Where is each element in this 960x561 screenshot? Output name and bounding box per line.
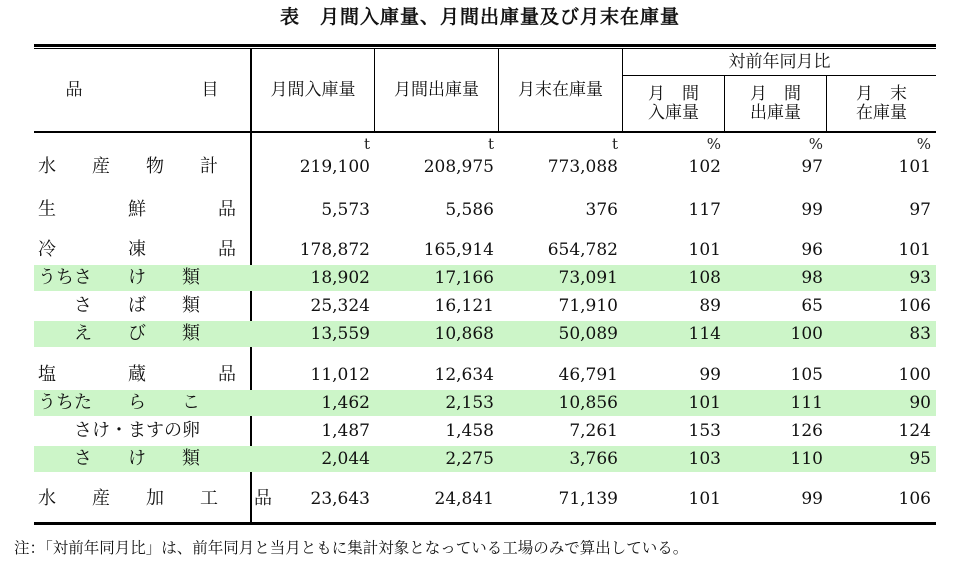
- row-label: さけ・ますの卵: [38, 420, 200, 441]
- unit-inbound: t: [363, 135, 370, 153]
- cell-stock: 50,089: [558, 324, 618, 344]
- cell-inbound: 1,487: [321, 421, 370, 441]
- cell-inbound: 5,573: [321, 200, 370, 220]
- cell-yoy-out: 96: [801, 240, 823, 260]
- cell-yoy-stock: 97: [909, 200, 931, 220]
- cell-yoy-in: 103: [688, 449, 721, 469]
- table-row: [34, 418, 936, 444]
- unit-yoy-inbound: %: [706, 135, 721, 153]
- cell-outbound: 10,868: [434, 324, 494, 344]
- cell-stock: 773,088: [547, 157, 618, 177]
- row-label: うちた ら こ: [38, 392, 200, 413]
- table-row: [34, 390, 936, 416]
- cell-inbound: 219,100: [299, 157, 370, 177]
- header-outbound: 月間出庫量: [394, 79, 479, 100]
- cell-yoy-in: 108: [688, 268, 721, 288]
- cell-yoy-stock: 101: [898, 157, 931, 177]
- page-title: 表 月間入庫量、月間出庫量及び月末在庫量: [279, 6, 680, 28]
- cell-yoy-stock: 93: [909, 268, 931, 288]
- header-yoy-stock: 月 末 在庫量: [856, 83, 907, 123]
- cell-inbound: 2,044: [321, 449, 370, 469]
- table-top-rule: [34, 44, 936, 47]
- cell-yoy-in: 102: [688, 157, 721, 177]
- header-yoy-inbound: 月 間 入庫量: [648, 83, 699, 123]
- cell-inbound: 11,012: [310, 365, 370, 385]
- cell-inbound: 13,559: [310, 324, 370, 344]
- cell-yoy-stock: 90: [909, 393, 931, 413]
- cell-yoy-out: 97: [801, 157, 823, 177]
- row-label: え び 類: [38, 323, 200, 344]
- row-label: 水 産 加 工 品: [38, 488, 272, 509]
- table-row: [34, 237, 936, 263]
- cell-stock: 46,791: [558, 365, 618, 385]
- table-row: [34, 265, 936, 291]
- table-row: [34, 321, 936, 347]
- cell-stock: 10,856: [558, 393, 618, 413]
- cell-yoy-stock: 100: [898, 365, 931, 385]
- cell-yoy-out: 99: [801, 200, 823, 220]
- cell-stock: 7,261: [569, 421, 618, 441]
- cell-stock: 73,091: [558, 268, 618, 288]
- table-row: [34, 486, 936, 512]
- cell-yoy-out: 99: [801, 489, 823, 509]
- header-yoy-outbound: 月 間 出庫量: [750, 83, 801, 123]
- table-row: [34, 197, 936, 223]
- cell-inbound: 25,324: [310, 296, 370, 316]
- cell-yoy-out: 105: [790, 365, 823, 385]
- cell-outbound: 1,458: [445, 421, 494, 441]
- cell-yoy-in: 114: [688, 324, 721, 344]
- header-item: 品 目: [65, 79, 219, 100]
- header-inbound: 月間入庫量: [270, 79, 356, 100]
- row-label: 生 鮮 品: [38, 199, 236, 220]
- row-label: さ け 類: [38, 448, 200, 469]
- cell-yoy-out: 100: [790, 324, 823, 344]
- cell-stock: 71,139: [558, 489, 618, 509]
- cell-yoy-in: 99: [699, 365, 721, 385]
- cell-yoy-stock: 95: [909, 449, 931, 469]
- stock-table: [34, 44, 936, 526]
- row-label: うちさ け 類: [38, 267, 200, 288]
- cell-stock: 376: [585, 200, 618, 220]
- cell-outbound: 208,975: [423, 157, 494, 177]
- table-bottom-rule: [34, 522, 936, 525]
- cell-inbound: 1,462: [321, 393, 370, 413]
- cell-outbound: 12,634: [434, 365, 494, 385]
- cell-outbound: 2,153: [445, 393, 494, 413]
- row-label: 塩 蔵 品: [38, 364, 236, 385]
- cell-outbound: 2,275: [445, 449, 494, 469]
- cell-outbound: 24,841: [434, 489, 494, 509]
- cell-outbound: 17,166: [434, 268, 494, 288]
- row-label: 冷 凍 品: [38, 239, 236, 260]
- cell-yoy-in: 101: [688, 240, 721, 260]
- row-label: 水 産 物 計: [38, 156, 218, 177]
- cell-yoy-stock: 106: [898, 296, 931, 316]
- cell-yoy-in: 89: [699, 296, 721, 316]
- header-stock: 月末在庫量: [518, 79, 603, 100]
- table-row: [34, 293, 936, 319]
- cell-yoy-out: 126: [790, 421, 823, 441]
- cell-yoy-in: 101: [688, 489, 721, 509]
- header-bottom-rule: [34, 131, 936, 133]
- cell-yoy-out: 98: [801, 268, 823, 288]
- cell-yoy-in: 101: [688, 393, 721, 413]
- cell-inbound: 18,902: [310, 268, 370, 288]
- row-label: さ ば 類: [38, 295, 200, 316]
- cell-yoy-out: 111: [790, 393, 823, 413]
- cell-outbound: 16,121: [434, 296, 494, 316]
- header-yoy-group: 対前年同月比: [728, 51, 831, 72]
- unit-yoy-stock: %: [916, 135, 931, 153]
- cell-yoy-stock: 101: [898, 240, 931, 260]
- table-row: [34, 362, 936, 388]
- cell-outbound: 5,586: [445, 200, 494, 220]
- unit-stock: t: [611, 135, 618, 153]
- cell-yoy-out: 110: [790, 449, 823, 469]
- cell-yoy-stock: 83: [909, 324, 931, 344]
- cell-yoy-out: 65: [801, 296, 823, 316]
- unit-yoy-outbound: %: [808, 135, 823, 153]
- cell-stock: 71,910: [558, 296, 618, 316]
- table-row: [34, 446, 936, 472]
- cell-outbound: 165,914: [423, 240, 494, 260]
- cell-yoy-in: 117: [688, 200, 721, 220]
- cell-inbound: 178,872: [299, 240, 370, 260]
- footnote: 注：「対前年同月比」は、前年同月と当月ともに集計対象となっている工場のみで算出している。: [14, 539, 689, 557]
- unit-outbound: t: [487, 135, 494, 153]
- cell-yoy-stock: 106: [898, 489, 931, 509]
- table-row: [34, 154, 936, 180]
- cell-stock: 654,782: [547, 240, 618, 260]
- cell-inbound: 23,643: [310, 489, 370, 509]
- cell-stock: 3,766: [569, 449, 618, 469]
- cell-yoy-stock: 124: [898, 421, 931, 441]
- cell-yoy-in: 153: [688, 421, 721, 441]
